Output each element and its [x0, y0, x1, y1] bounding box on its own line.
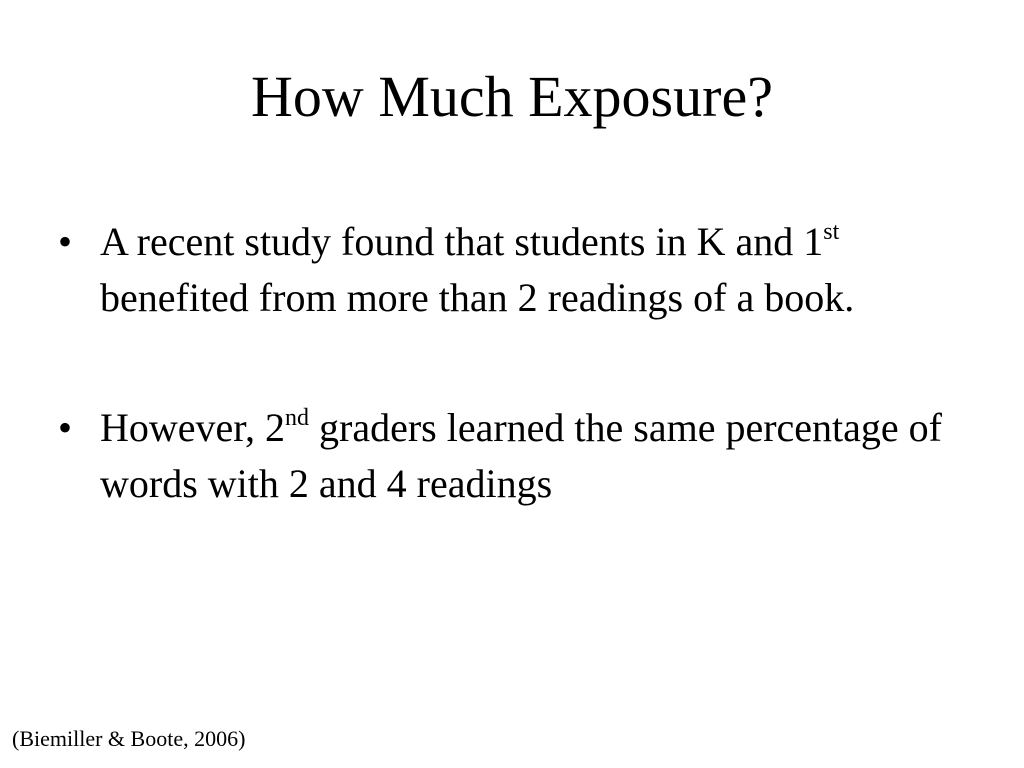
bullet-marker-icon: •	[58, 405, 73, 450]
bullet-text-before-superscript: A recent study found that students in K and 1	[100, 219, 824, 264]
bullet-marker-icon: •	[58, 219, 73, 264]
bullet-list	[58, 214, 978, 512]
bullet-text-before-superscript: However, 2	[100, 405, 285, 450]
bullet-text-after-superscript: benefited from more than 2 readings of a book.	[100, 275, 855, 320]
bullet-item	[58, 400, 978, 512]
bullet-item	[58, 214, 978, 326]
slide-title: How Much Exposure?	[251, 64, 773, 129]
citation: (Biemiller & Boote, 2006)	[12, 726, 246, 751]
bullet-text-after-superscript: graders learned the same percentage of words with 2 and 4 readings	[100, 405, 942, 506]
ordinal-superscript: st	[823, 219, 840, 245]
ordinal-superscript: nd	[285, 405, 309, 431]
